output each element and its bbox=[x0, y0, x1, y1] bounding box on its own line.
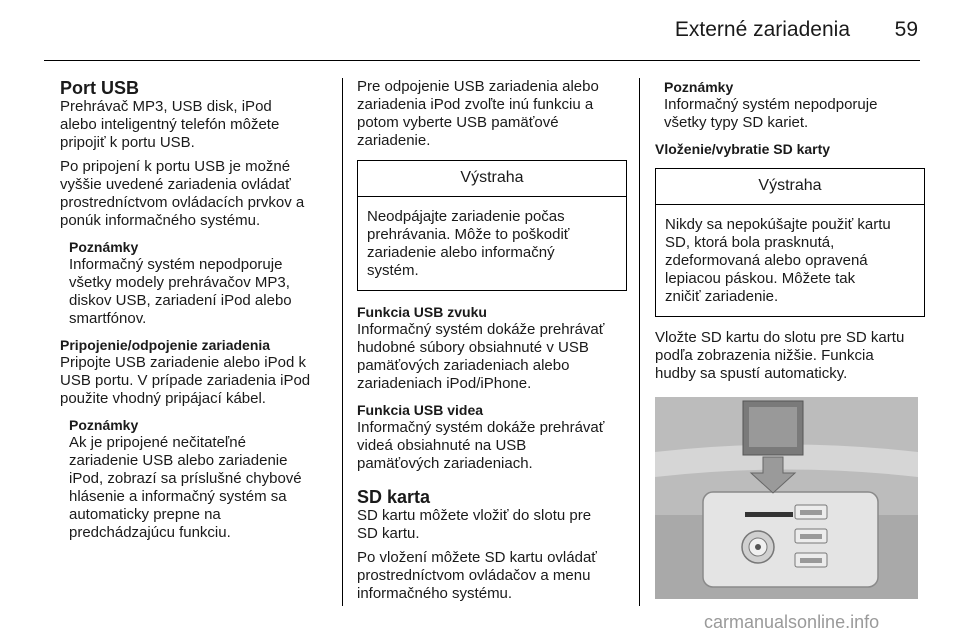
subheading-sd-insert: Vloženie/vybratie SD karty bbox=[655, 141, 831, 157]
paragraph: Pripojte USB zariadenie alebo iPod k USB portu. V prípade zariadenia iPod použite vhodný pripájací kábel. bbox=[60, 354, 311, 407]
paragraph: Po vložení môžete SD kartu ovládať prostredníctvom ovládačov a menu informačného systému. bbox=[357, 549, 597, 602]
note bbox=[69, 416, 330, 542]
paragraph: Po pripojení k portu USB je možné vyššie uvedené zariadenia ovládať prostredníctvom ovládacích prvkov a ponúk informačného systému. bbox=[60, 158, 305, 229]
warning-title: Výstraha bbox=[656, 169, 924, 205]
note-title: Poznámky bbox=[664, 79, 734, 95]
note-text: Informačný systém nepodporuje všetky modely prehrávačov MP3, diskov USB, zariadení iPod alebo smartfónov. bbox=[69, 256, 292, 327]
warning-box bbox=[357, 160, 627, 291]
column-middle bbox=[357, 78, 627, 609]
note-text: Ak je pripojené nečitateľné zariadenie USB alebo zariadenie iPod, zobrazí sa príslušné chybové hlásenie a informačný systém sa automaticky prepne na predchádzajúcu funkciu. bbox=[69, 434, 302, 541]
warning-box bbox=[655, 168, 925, 317]
paragraph: Pre odpojenie USB zariadenia alebo zariadenia iPod zvoľte inú funkciu a potom vyberte USB pamäťové zariadenie. bbox=[357, 78, 599, 149]
note-text: Informačný systém nepodporuje všetky typy SD kariet. bbox=[664, 96, 878, 131]
subheading-connect: Pripojenie/odpojenie zariadenia bbox=[60, 337, 271, 353]
paragraph: Prehrávač MP3, USB disk, iPod alebo inteligentný telefón môžete pripojiť k portu USB. bbox=[60, 98, 280, 151]
column-divider bbox=[342, 78, 343, 606]
note bbox=[664, 78, 925, 132]
subheading-usb-video: Funkcia USB videa bbox=[357, 402, 484, 418]
header-rule bbox=[44, 60, 920, 61]
note bbox=[69, 238, 330, 328]
page-header-title: Externé zariadenia bbox=[674, 18, 850, 41]
section-heading-sd: SD karta bbox=[357, 487, 431, 507]
warning-title: Výstraha bbox=[358, 161, 626, 197]
paragraph: SD kartu môžete vložiť do slotu pre SD kartu. bbox=[357, 507, 592, 542]
paragraph: Vložte SD kartu do slotu pre SD kartu podľa zobrazenia nižšie. Funkcia hudby sa spustí automaticky. bbox=[655, 329, 905, 382]
section-heading-usb: Port USB bbox=[60, 78, 140, 98]
page-number: 59 bbox=[894, 18, 918, 41]
column-right bbox=[655, 78, 925, 599]
note-title: Poznámky bbox=[69, 417, 139, 433]
column-divider bbox=[639, 78, 640, 606]
column-left bbox=[60, 78, 330, 550]
paragraph: Informačný systém dokáže prehrávať videá obsiahnuté na USB pamäťových zariadeniach. bbox=[357, 419, 605, 472]
warning-text: Nikdy sa nepokúšajte použiť kartu SD, ktorá bola prasknutá, zdeformovaná alebo opravená lepiacou páskou. Môžete tak zničiť zariadenie. bbox=[665, 216, 891, 305]
sd-slot-drawing bbox=[655, 397, 918, 599]
note-title: Poznámky bbox=[69, 239, 139, 255]
sd-slot-illustration bbox=[655, 397, 918, 599]
watermark: carmanualsonline.info bbox=[704, 612, 880, 632]
warning-text: Neodpájajte zariadenie počas prehrávania. Môže to poškodiť zariadenie alebo informačný systém. bbox=[367, 208, 570, 279]
subheading-usb-audio: Funkcia USB zvuku bbox=[357, 304, 487, 320]
paragraph: Informačný systém dokáže prehrávať hudobné súbory obsiahnuté v USB pamäťových zariadeniach alebo zariadeniach iPod/iPhone. bbox=[357, 321, 605, 392]
